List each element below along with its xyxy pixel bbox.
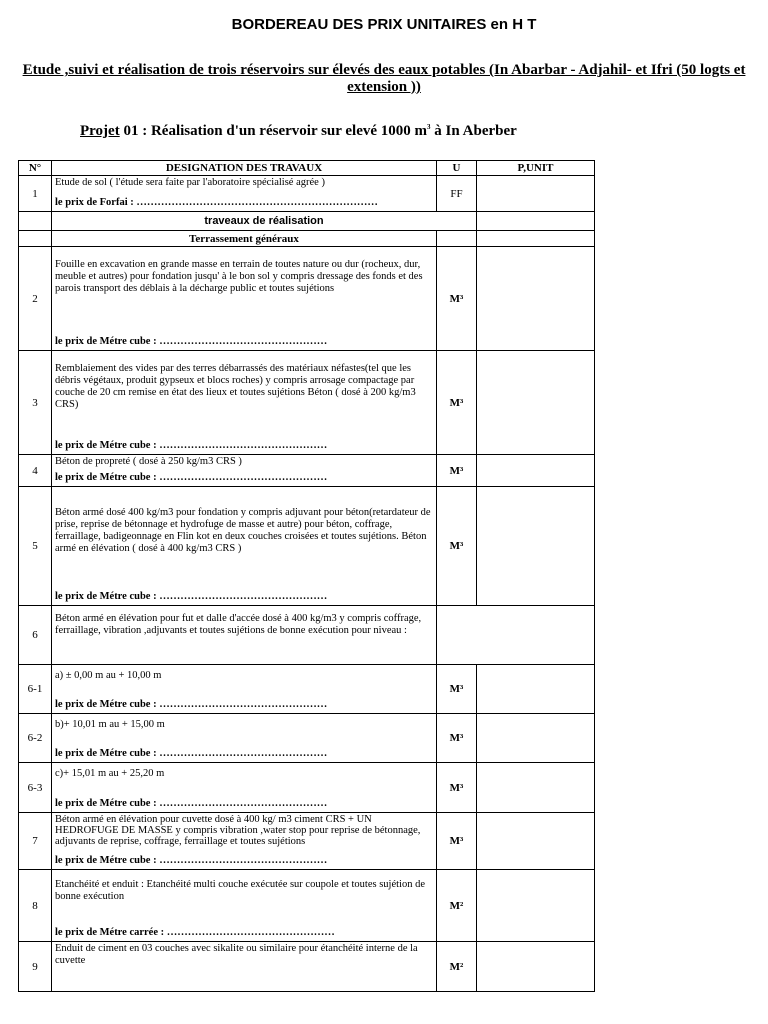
row-designation (52, 351, 437, 455)
row-unit: M³ (437, 247, 477, 351)
subsection-row (19, 231, 595, 247)
table-row (19, 606, 595, 665)
row-num: 9 (19, 942, 52, 992)
row-designation (52, 714, 437, 763)
row-description: c)+ 15,01 m au + 25,20 m (55, 768, 165, 779)
row-unit: M² (437, 942, 477, 992)
table-row (19, 714, 595, 763)
row-price (477, 942, 595, 992)
row-price-line: le prix de Métre cube : ………………………………………… (55, 855, 328, 866)
project-sup: 3 (427, 123, 431, 131)
row-price (477, 487, 595, 606)
table-row (19, 455, 595, 487)
row-num: 2 (19, 247, 52, 351)
row-description: Béton armé en élévation pour cuvette dosé à 400 kg/ m3 ciment CRS + UN HEDROFUGE DE MASSE y compris vibration ,water stop pour reprise de bétonnage, adjuvants de reprise, coffrage, ferraillage et toutes sujétions (55, 814, 421, 847)
table-row (19, 665, 595, 714)
table-row (19, 813, 595, 870)
row-description: Béton armé dosé 400 kg/m3 pour fondation y compris adjuvant pour béton(retardateur de prise, reprise de bétonnage et hydrofuge de masse et autre) pour béton, coffrage, ferraillage, badigeonnage en Flin kot en deux couches croisées et toutes sujétions. Béton armé en élévation ( dosé à 400 kg/m3 CRS ) (55, 507, 431, 554)
row-num: 1 (19, 176, 52, 212)
document-title: BORDEREAU DES PRIX UNITAIRES en H T (231, 16, 537, 33)
row-designation (52, 606, 437, 665)
row-designation (52, 665, 437, 714)
row-price-line: le prix de Métre cube : ………………………………………… (55, 798, 328, 809)
row-price-line: le prix de Métre cube : ………………………………………… (55, 591, 328, 602)
table-row (19, 763, 595, 813)
price-table (18, 160, 595, 992)
row-designation (52, 247, 437, 351)
row-num: 3 (19, 351, 52, 455)
project-text: 01 : Réalisation d'un réservoir sur elevé 1000 m (119, 123, 428, 139)
header-price: P,UNIT (477, 161, 595, 176)
row-price-line: le prix de Métre cube : ………………………………………… (55, 748, 328, 759)
header-designation: DESIGNATION DES TRAVAUX (52, 161, 437, 176)
row-num: 6-3 (19, 763, 52, 813)
row-designation (52, 455, 437, 487)
row-price (477, 247, 595, 351)
row-description: b)+ 10,01 m au + 15,00 m (55, 719, 165, 730)
row-price-line: le prix de Métre cube : ………………………………………… (55, 472, 328, 483)
row-designation (52, 942, 437, 992)
row-unit: M³ (437, 487, 477, 606)
row-description: a) ± 0,00 m au + 10,00 m (55, 670, 162, 681)
table-row (19, 870, 595, 942)
row-num: 8 (19, 870, 52, 942)
row-num: 6-1 (19, 665, 52, 714)
row-unit: M³ (437, 714, 477, 763)
row-num: 5 (19, 487, 52, 606)
row-description: Remblaiement des vides par des terres débarrassés des matériaux néfastes(tel que les débris végétaux, produit gypseux et blocs roches) y compris arrosage compactage par couche de 20 cm remise en état des lieux et toutes sujétions Béton ( dosé à 200 kg/m3 CRS) (55, 363, 416, 410)
table-header-row (19, 161, 595, 176)
row-unit: M³ (437, 665, 477, 714)
row-designation (52, 487, 437, 606)
row-price-line: le prix de Métre cube : ………………………………………… (55, 336, 328, 347)
row-unit: M³ (437, 763, 477, 813)
project-line (80, 123, 517, 140)
table-row (19, 176, 595, 212)
row-price (477, 351, 595, 455)
row-num: 6-2 (19, 714, 52, 763)
table-row (19, 487, 595, 606)
row-designation (52, 870, 437, 942)
row-num: 4 (19, 455, 52, 487)
row-price (477, 870, 595, 942)
row-unit: M³ (437, 455, 477, 487)
table-row (19, 247, 595, 351)
row-description: Etanchéité et enduit : Etanchéité multi couche exécutée sur coupole et toutes sujétion de bonne exécution (55, 879, 425, 902)
row-price (477, 455, 595, 487)
document-subtitle: Etude ,suivi et réalisation de trois réservoirs sur élevés des eaux potables (In Abarbar - Adjahil- et Ifri (50 logts et extension )) (22, 62, 746, 95)
row-num: 6 (19, 606, 52, 665)
row-price (477, 176, 595, 212)
row-price (477, 813, 595, 870)
table-row (19, 942, 595, 992)
row-price-line: le prix de Forfai : …………………………………………………………… (55, 197, 378, 208)
row-price (477, 665, 595, 714)
table-row (19, 351, 595, 455)
row-unit-price-merged (437, 606, 595, 665)
row-unit: M³ (437, 351, 477, 455)
header-unit: U (437, 161, 477, 176)
project-label: Projet (80, 123, 120, 139)
row-price-line: le prix de Métre cube : ………………………………………… (55, 440, 328, 451)
row-price (477, 714, 595, 763)
row-unit: M³ (437, 813, 477, 870)
row-price-line: le prix de Métre cube : ………………………………………… (55, 699, 328, 710)
subsection-title: Terrassement généraux (52, 231, 437, 247)
row-price (477, 763, 595, 813)
row-unit: FF (437, 176, 477, 212)
row-designation (52, 763, 437, 813)
row-description: Etude de sol ( l'étude sera faite par l'aboratoire spécialisé agrée ) (55, 177, 325, 188)
row-designation (52, 813, 437, 870)
row-designation (52, 176, 437, 212)
row-price-line: le prix de Métre carrée : ………………………………………… (55, 927, 335, 938)
row-description: Béton armé en élévation pour fut et dalle d'accée dosé à 400 kg/m3 y compris coffrage, ferraillage, vibration ,adjuvants et toutes sujétions de bonne exécution pour niveau : (55, 613, 422, 636)
row-unit: M² (437, 870, 477, 942)
project-end: à In Aberber (430, 123, 517, 139)
row-description: Béton de propreté ( dosé à 250 kg/m3 CRS ) (55, 456, 242, 467)
section-title: traveaux de réalisation (52, 212, 477, 231)
row-num: 7 (19, 813, 52, 870)
row-description: Fouille en excavation en grande masse en terrain de toutes nature ou dur (rocheux, dur, meuble et autres) pour fondation jusqu' à le bon sol y compris dressage des fonds et des parois transport des déblais à la décharge public et toutes sujétions (55, 259, 423, 294)
section-row (19, 212, 595, 231)
row-description: Enduit de ciment en 03 couches avec sikalite ou similaire pour étanchéité interne de la cuvette (55, 943, 418, 966)
header-num: N° (19, 161, 52, 176)
